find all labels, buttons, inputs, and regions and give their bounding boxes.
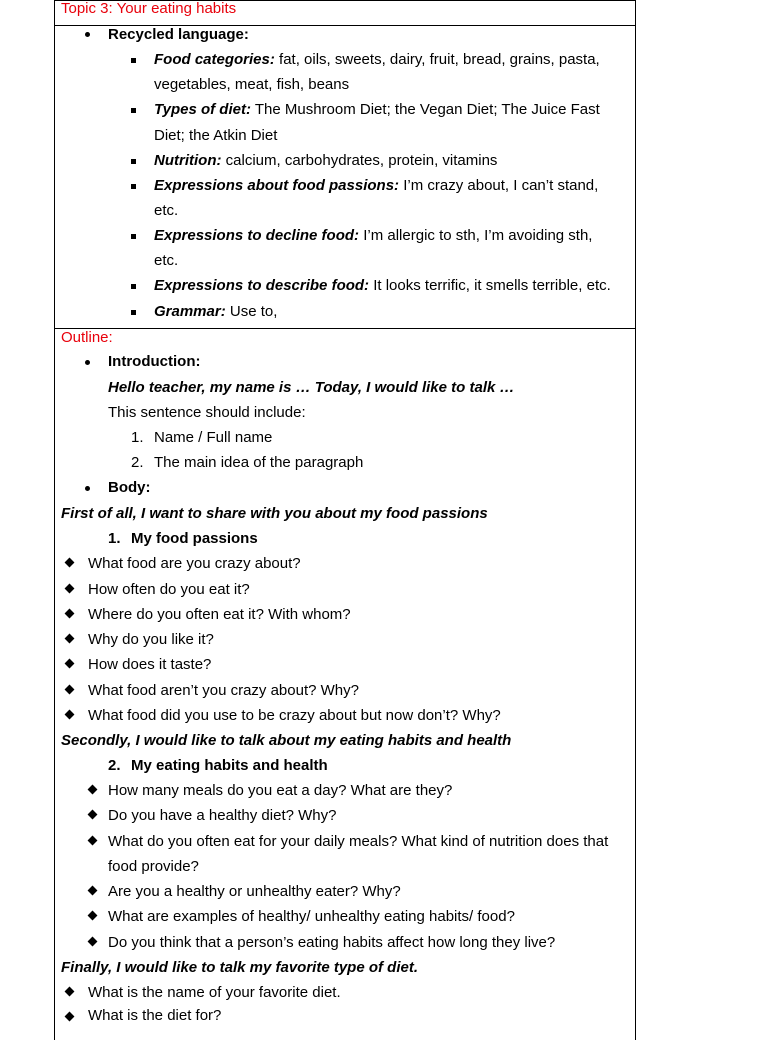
recycled-item-cont: Diet; the Atkin Diet: [154, 127, 278, 144]
lead-sentence: Finally, I would like to talk my favorite type of diet.: [61, 959, 419, 976]
question-item: How often do you eat it?: [88, 581, 250, 598]
square-bullet: [131, 108, 136, 113]
question-item: How many meals do you eat a day? What are they?: [108, 782, 453, 799]
recycled-item: Grammar: Use to,: [154, 303, 278, 320]
question-item: What is the name of your favorite diet.: [88, 984, 341, 1001]
lead-sentence: Secondly, I would like to talk about my eating habits and health: [61, 732, 512, 749]
recycled-item: Expressions about food passions: I’m crazy about, I can’t stand,: [154, 177, 599, 194]
outline-heading: Outline:: [61, 329, 113, 346]
section-num: 2.: [108, 757, 121, 774]
recycled-item: Food categories: fat, oils, sweets, dairy, fruit, bread, grains, pasta,: [154, 51, 600, 68]
section-title: My eating habits and health: [131, 757, 328, 774]
square-bullet: [131, 310, 136, 315]
question-item: What food are you crazy about?: [88, 555, 301, 572]
recycled-item: Types of diet: The Mushroom Diet; the Vegan Diet; The Juice Fast: [154, 101, 600, 118]
body-heading: Body:: [108, 479, 151, 496]
question-item: What is the diet for?: [88, 1007, 222, 1024]
question-item: Do you have a healthy diet? Why?: [108, 807, 337, 824]
recycled-item-cont: etc.: [154, 252, 179, 269]
lead-sentence: First of all, I want to share with you about my food passions: [61, 505, 488, 522]
square-bullet: [131, 284, 136, 289]
recycled-heading: Recycled language:: [108, 26, 249, 43]
section-num: 1.: [108, 530, 121, 547]
square-bullet: [131, 234, 136, 239]
question-item: How does it taste?: [88, 656, 212, 673]
bullet-dot: [85, 486, 90, 491]
intro-point: The main idea of the paragraph: [154, 454, 364, 471]
bullet-dot: [85, 32, 90, 37]
question-item: What do you often eat for your daily meals? What kind of nutrition does that: [108, 833, 609, 850]
recycled-item-cont: etc.: [154, 202, 179, 219]
bullet-dot: [85, 360, 90, 365]
question-item: Are you a healthy or unhealthy eater? Why?: [108, 883, 401, 900]
recycled-item-cont: vegetables, meat, fish, beans: [154, 76, 350, 93]
question-item-cont: food provide?: [108, 858, 199, 875]
square-bullet: [131, 58, 136, 63]
intro-point: Name / Full name: [154, 429, 273, 446]
intro-note: This sentence should include:: [108, 404, 306, 421]
question-item: Do you think that a person’s eating habits affect how long they live?: [108, 934, 556, 951]
intro-heading: Introduction:: [108, 353, 201, 370]
row-divider: [54, 328, 636, 329]
recycled-item: Nutrition: calcium, carbohydrates, protein, vitamins: [154, 152, 498, 169]
intro-sentence: Hello teacher, my name is … Today, I would like to talk …: [108, 379, 515, 396]
question-item: What food did you use to be crazy about but now don’t? Why?: [88, 707, 501, 724]
section-title: My food passions: [131, 530, 258, 547]
square-bullet: [131, 184, 136, 189]
square-bullet: [131, 159, 136, 164]
question-item: Why do you like it?: [88, 631, 214, 648]
question-item: Where do you often eat it? With whom?: [88, 606, 351, 623]
page-title: Topic 3: Your eating habits: [61, 0, 237, 17]
recycled-item: Expressions to describe food: It looks terrific, it smells terrible, etc.: [154, 277, 611, 294]
recycled-item: Expressions to decline food: I’m allergic to sth, I’m avoiding sth,: [154, 227, 593, 244]
question-item: What are examples of healthy/ unhealthy eating habits/ food?: [108, 908, 515, 925]
intro-point-num: 2.: [131, 454, 144, 471]
question-item: What food aren’t you crazy about? Why?: [88, 682, 359, 699]
intro-point-num: 1.: [131, 429, 144, 446]
